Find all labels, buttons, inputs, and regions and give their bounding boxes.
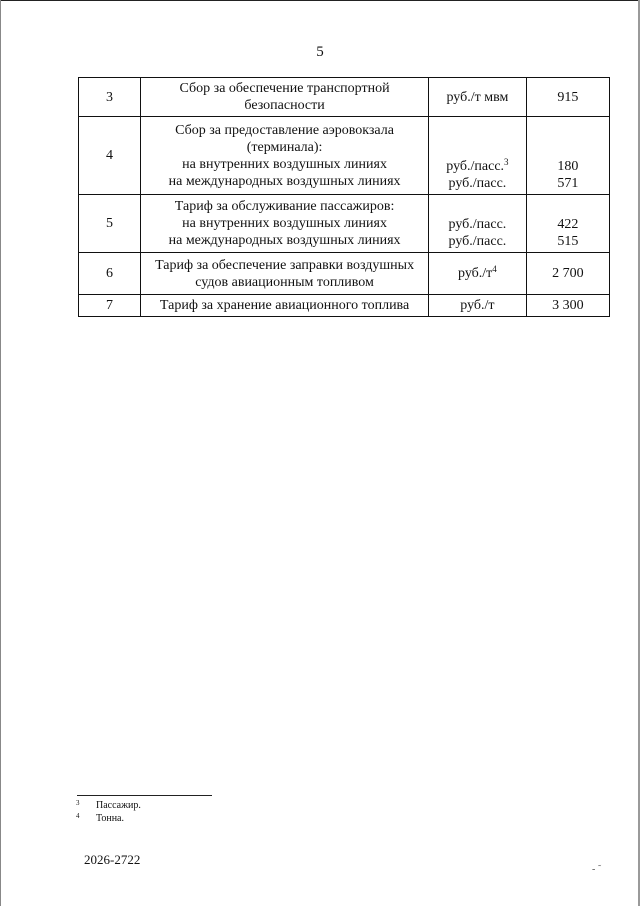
value-cell	[526, 195, 609, 253]
table-row	[79, 253, 610, 295]
charge-name-line: (терминала):	[246, 139, 323, 155]
page-edge-top	[0, 0, 640, 1]
charge-name-line: Тариф за обслуживание пассажиров:	[174, 199, 395, 214]
charge-name-line: Тариф за обеспечение заправки воздушных	[155, 257, 415, 273]
charge-name-line: Сбор за предоставление аэровокзала	[175, 122, 394, 138]
value-cell	[526, 117, 609, 195]
unit-line	[432, 297, 522, 314]
value-cell	[526, 78, 609, 117]
row-number: 3	[79, 78, 141, 117]
charge-name	[140, 295, 428, 317]
unit-line	[432, 265, 522, 282]
table-row	[79, 117, 610, 195]
value-line: 915	[557, 89, 579, 105]
footnote-text: Тонна.	[96, 813, 124, 824]
footnote-mark: 4	[76, 812, 80, 820]
charge-name-line: на международных воздушных линиях	[168, 233, 401, 248]
value-line: 571	[557, 176, 579, 191]
charge-name	[140, 78, 428, 117]
value-line: 515	[557, 234, 579, 249]
unit-text: руб./т мвм	[446, 89, 509, 105]
charge-name-line: на международных воздушных линиях	[168, 173, 401, 189]
row-number: 5	[79, 195, 141, 253]
unit-text: руб./т	[460, 298, 495, 313]
footnote	[76, 812, 141, 825]
unit-cell	[429, 195, 526, 253]
unit-text: руб./пасс.	[448, 176, 507, 191]
table-row	[79, 295, 610, 317]
footnote-separator	[77, 795, 212, 796]
value-line: 3 300	[552, 298, 584, 313]
charge-name-line: безопасности	[244, 98, 325, 113]
unit-line	[432, 233, 522, 250]
value-line: 2 700	[552, 266, 584, 281]
unit-cell	[429, 78, 526, 117]
unit-line	[432, 175, 522, 192]
charge-name-line: судов авиационным топливом	[195, 274, 374, 290]
row-number: 6	[79, 253, 141, 295]
table-row	[79, 78, 610, 117]
scan-mark: - ˜	[592, 864, 602, 875]
footnote-ref: 4	[492, 264, 497, 274]
unit-text: руб./пасс.	[446, 159, 505, 174]
value-line: 422	[557, 217, 579, 232]
unit-cell	[429, 253, 526, 295]
unit-text: руб./т	[458, 266, 493, 281]
charge-name	[140, 253, 428, 295]
charge-name-line: Тариф за хранение авиационного топлива	[159, 298, 410, 313]
unit-text: руб./пасс.	[448, 234, 507, 249]
footnote-ref: 3	[504, 157, 509, 167]
table-row	[79, 195, 610, 253]
row-number: 7	[79, 295, 141, 317]
row-number: 4	[79, 117, 141, 195]
unit-cell	[429, 117, 526, 195]
unit-cell	[429, 295, 526, 317]
unit-line	[432, 158, 522, 175]
charge-name-line: Сбор за обеспечение транспортной	[179, 81, 390, 96]
page-number: 5	[316, 44, 324, 60]
value-cell	[526, 295, 609, 317]
footnote	[76, 799, 141, 812]
charge-name-line: на внутренних воздушных линиях	[182, 216, 387, 231]
unit-line	[432, 89, 522, 106]
charge-name	[140, 117, 428, 195]
charge-name-line: на внутренних воздушных линиях	[182, 156, 387, 172]
page-edge-left	[0, 0, 1, 906]
value-line: 180	[557, 159, 579, 174]
unit-line	[432, 216, 522, 233]
unit-text: руб./пасс.	[448, 217, 507, 232]
value-cell	[526, 253, 609, 295]
footnote-text: Пассажир.	[96, 800, 141, 811]
charge-name	[140, 195, 428, 253]
document-code: 2026-2722	[84, 852, 141, 867]
footnote-mark: 3	[76, 799, 80, 807]
tariff-table	[78, 77, 610, 317]
footnotes	[76, 799, 141, 825]
